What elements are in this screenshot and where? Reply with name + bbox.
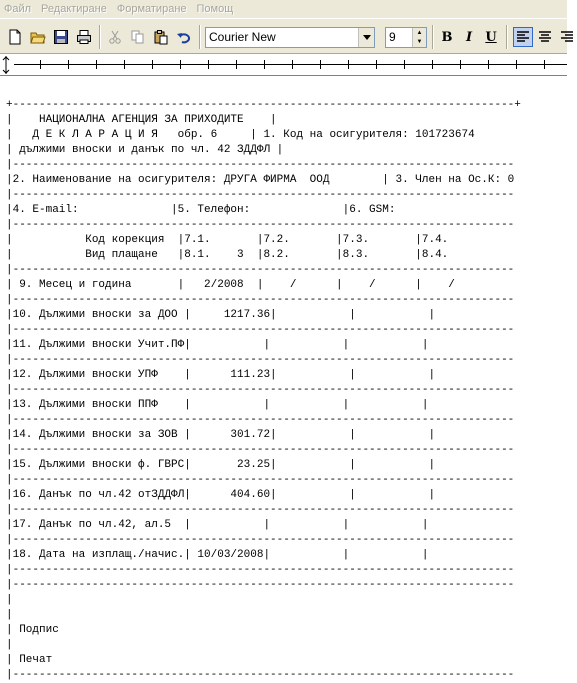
document-line: | НАЦИОНАЛНА АГЕНЦИЯ ЗА ПРИХОДИТЕ | <box>6 114 277 126</box>
document-line: | <box>6 639 13 651</box>
document-line: |---------------------------------------------------------------------------- <box>6 669 515 681</box>
document-line: | 9. Месец и година | 2/2008 | / | / | / <box>6 279 455 291</box>
document-line: | <box>6 609 13 621</box>
ruler-tick <box>96 60 97 69</box>
document-line: |18. Дата на изплащ./начис.| 10/03/2008| | | <box>6 549 429 561</box>
document-line: |2. Наименование на осигурителя: ДРУГА ФИРМА ООД | 3. Член на Ос.К: 0 <box>6 174 515 186</box>
save-icon[interactable] <box>51 27 71 47</box>
declaration-text[interactable] <box>6 98 521 683</box>
document-line: |---------------------------------------------------------------------------- <box>6 579 515 591</box>
document-line: |---------------------------------------------------------------------------- <box>6 474 515 486</box>
document-line: |---------------------------------------------------------------------------- <box>6 444 515 456</box>
document-line: | Д Е К Л А Р А Ц И Я обр. 6 | 1. Код на осигурителя: 101723674 <box>6 129 475 141</box>
document-line: |14. Дължими вноски за ЗОВ | 301.72| | | <box>6 429 436 441</box>
toolbar <box>0 18 567 54</box>
ruler-tick <box>152 60 153 69</box>
document-line: |---------------------------------------------------------------------------- <box>6 504 515 516</box>
document-line: |---------------------------------------------------------------------------- <box>6 384 515 396</box>
document-line: |---------------------------------------------------------------------------- <box>6 564 515 576</box>
document-line: |11. Дължими вноски Учит.ПФ| | | | <box>6 339 429 351</box>
ruler-tick <box>460 60 461 69</box>
ruler-tick <box>208 60 209 69</box>
font-dropdown-arrow-icon[interactable] <box>358 28 374 47</box>
document-line: | Код корекция |7.1. |7.2. |7.3. |7.4. <box>6 234 449 246</box>
document-line: |---------------------------------------------------------------------------- <box>6 264 515 276</box>
ruler-tick <box>376 60 377 69</box>
document-line: |---------------------------------------------------------------------------- <box>6 324 515 336</box>
ruler-tick <box>292 60 293 69</box>
font-size-spin[interactable] <box>412 28 426 47</box>
document-line: |15. Дължими вноски ф. ГВРС| 23.25| | | <box>6 459 436 471</box>
document-line: +----------------------------------------------------------------------------+ <box>6 99 521 111</box>
document-line: | Подпис <box>6 624 59 636</box>
font-name-select[interactable] <box>205 27 375 48</box>
document-line: | Печат <box>6 654 53 666</box>
ruler-tick <box>432 60 433 69</box>
font-size-value: 9 <box>389 30 396 44</box>
document-line: |---------------------------------------------------------------------------- <box>6 189 515 201</box>
italic-button[interactable]: I <box>465 29 473 45</box>
document-line: |---------------------------------------------------------------------------- <box>6 534 515 546</box>
align-left-icon[interactable] <box>513 27 533 47</box>
ruler-tick <box>320 60 321 69</box>
align-center-icon[interactable] <box>535 27 555 47</box>
document-line: |12. Дължими вноски УПФ | 111.23| | | <box>6 369 436 381</box>
font-name-value: Courier New <box>209 30 276 44</box>
menu-file[interactable]: Файл <box>4 3 32 15</box>
font-size-stepper[interactable] <box>385 27 427 48</box>
ruler-tick <box>404 60 405 69</box>
new-document-icon[interactable] <box>5 27 25 47</box>
document-line: | дължими вноски и данък по чл. 42 ЗДДФЛ | <box>6 144 284 156</box>
menu-help[interactable]: Помощ <box>196 3 234 15</box>
open-folder-icon[interactable] <box>28 27 48 47</box>
ruler-tick <box>348 60 349 69</box>
spin-up-icon[interactable]: ▲ <box>416 29 423 36</box>
document-line: |---------------------------------------------------------------------------- <box>6 414 515 426</box>
spin-down-icon[interactable]: ▼ <box>416 38 423 45</box>
document-line: | <box>6 594 13 606</box>
document-area[interactable] <box>0 77 567 681</box>
document-line: |10. Дължими вноски за ДОО | 1217.36| | | <box>6 309 436 321</box>
bold-button[interactable]: B <box>441 29 453 45</box>
ruler-tick <box>516 60 517 69</box>
print-icon[interactable] <box>74 27 94 47</box>
ruler-tick <box>180 60 181 69</box>
document-line: |16. Данък по чл.42 отЗДДФЛ| 404.60| | | <box>6 489 436 501</box>
ruler-tick <box>544 60 545 69</box>
document-line: |---------------------------------------------------------------------------- <box>6 354 515 366</box>
ruler-tick <box>264 60 265 69</box>
indent-marker-icon[interactable] <box>1 56 11 77</box>
ruler-tick <box>40 60 41 69</box>
menu-bar <box>0 0 567 18</box>
menu-format[interactable]: Форматиране <box>116 3 187 15</box>
ruler-tick <box>124 60 125 69</box>
cut-icon[interactable] <box>105 27 125 47</box>
document-line: |---------------------------------------------------------------------------- <box>6 159 515 171</box>
underline-button[interactable]: U <box>485 29 497 45</box>
paste-icon[interactable] <box>151 27 171 47</box>
menu-edit[interactable]: Редактиране <box>41 3 107 15</box>
ruler-tick <box>488 60 489 69</box>
document-line: |13. Дължими вноски ППФ | | | | <box>6 399 429 411</box>
undo-icon[interactable] <box>174 27 194 47</box>
ruler[interactable] <box>0 54 567 76</box>
document-line: |---------------------------------------------------------------------------- <box>6 294 515 306</box>
copy-icon[interactable] <box>128 27 148 47</box>
document-line: |17. Данък по чл.42, ал.5 | | | | <box>6 519 429 531</box>
ruler-tick <box>68 60 69 69</box>
document-line: |4. E-mail: |5. Телефон: |6. GSM: <box>6 204 396 216</box>
align-right-icon[interactable] <box>557 27 577 47</box>
document-line: |---------------------------------------------------------------------------- <box>6 219 515 231</box>
ruler-tick <box>236 60 237 69</box>
document-line: | Вид плащане |8.1. 3 |8.2. |8.3. |8.4. <box>6 249 449 261</box>
